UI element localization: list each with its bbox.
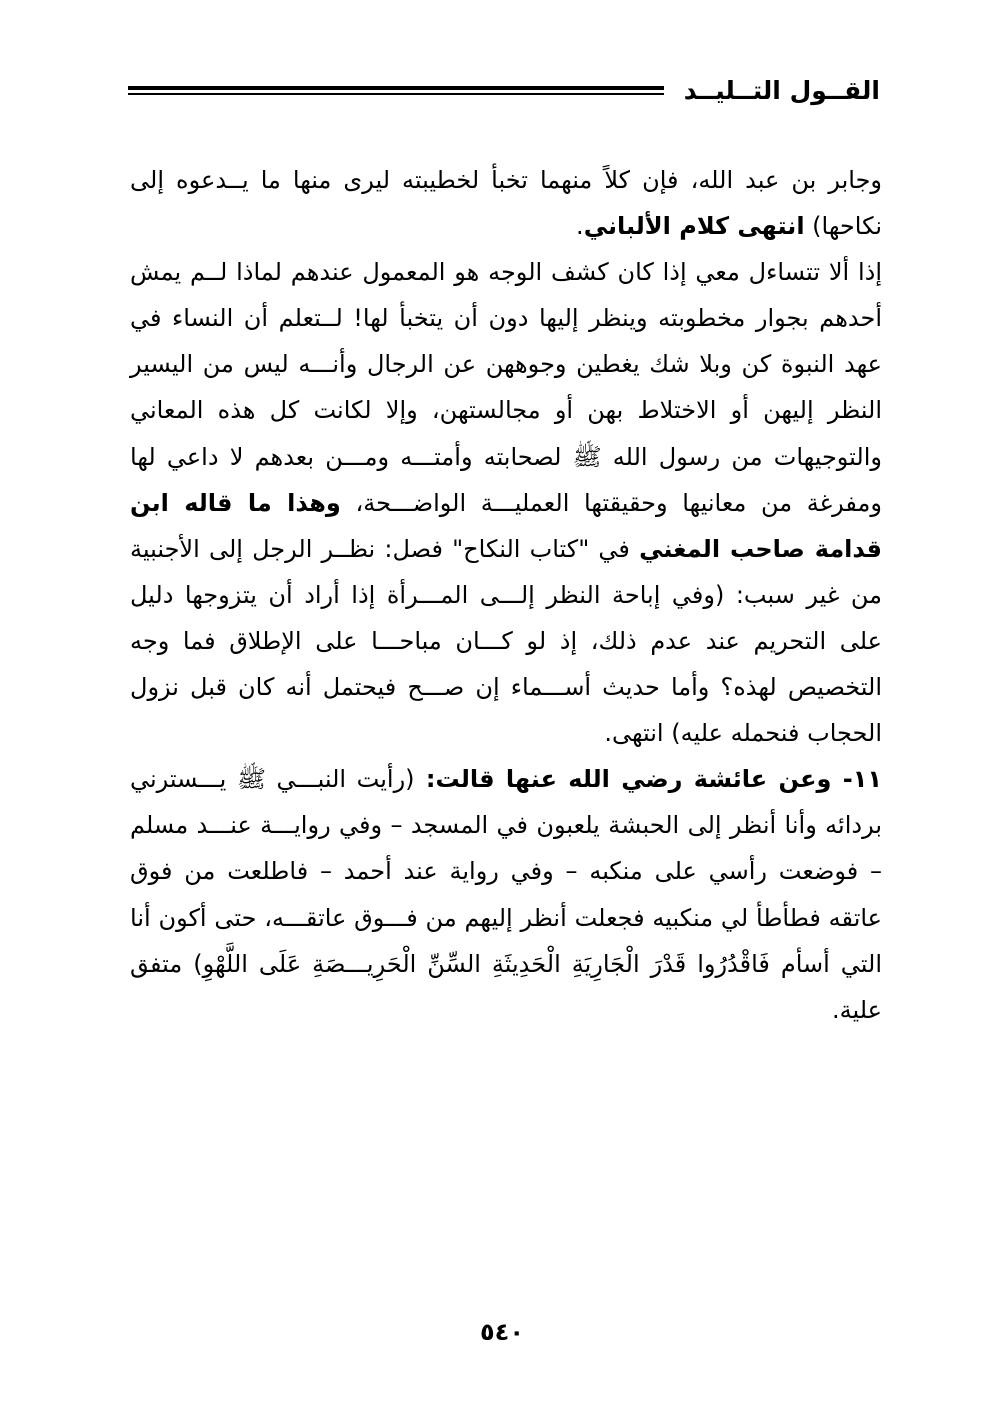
text-run: في "كتاب النكاح" فصل: نظــر الرجل إلى الأجنبية من غير سبب: (وفي إباحة النظر إلـــى المـــرأة إذا أراد أن يتزوجها دليل على التحريم عند عدم ذلك، إذ لو كـــان مباحـــا على الإطلاق فما وجه التخصيص لهذه؟ وأما حديث أســـماء إن صـــح فيحتمل أنه كان قبل نزول الحجاب فنحمله عليه) انتهى. [130,534,882,748]
header-title: القــول التــليــد [683,75,880,105]
header-rule [128,86,664,95]
header-rule-thin [128,93,664,95]
header-rule-thick [128,86,664,90]
paragraph-3 [130,756,882,1033]
running-header [128,70,880,110]
text-run: . [576,212,584,241]
text-run: وجابر بن عبد الله، فإن كلاً منهما تخبأ لخطيبته ليرى منها ما يــدعوه إلى نكاحها) [130,166,882,241]
paragraph-1 [130,157,882,249]
body-text [130,157,882,1033]
paragraph-2 [130,249,882,756]
text-run: إذا ألا تتساءل معي إذا كان كشف الوجه هو المعمول عندهم لماذا لــم يمش أحدهم بجوار مخطوبته وينظر إليها دون أن يتخبأ لها! لــتعلم أن النساء في عهد النبوة كن وبلا شك يغطين وجوههن عن الرجال وأنـــه ليس من اليسير النظر إليهن أو الاختلاط بهن أو مجالستهن، وإلا لكانت كل هذه المعاني والتوجيهات من رسول الله ﷺ لصحابته وأمتـــه ومـــن بعدهم لا داعي لها ومفرغة من معانيها وحقيقتها العمليـــة الواضـــحة، [130,258,882,517]
bold-text-run: وهذا ما قاله ابن قدامة صاحب المغني [130,488,882,563]
bold-text-run: انتهى كلام الألباني [583,212,805,241]
page-number: ٥٤٠ [480,1318,524,1346]
bold-text-run: ١١- وعن عائشة رضي الله عنها قالت: [414,765,882,794]
text-run: (رأيت النبـــي ﷺ يـــسترني بردائه وأنا أنظر إلى الحبشة يلعبون في المسجد – وفي روايـــة عنـــد مسلم – فوضعت رأسي على منكبه – وفي رواية عند أحمد – فاطلعت من فوق عاتقه فطأطأ لي منكبيه فجعلت أنظر إليهم من فـــوق عاتقـــه، حتى أكون أنا التي أسأم فَاقْدُرُوا قَدْرَ الْجَارِيَةِ الْحَدِيثَةِ السِّنِّ الْحَرِيـــصَةِ عَلَى اللَّهْوِ) متفق علية. [130,765,882,1024]
